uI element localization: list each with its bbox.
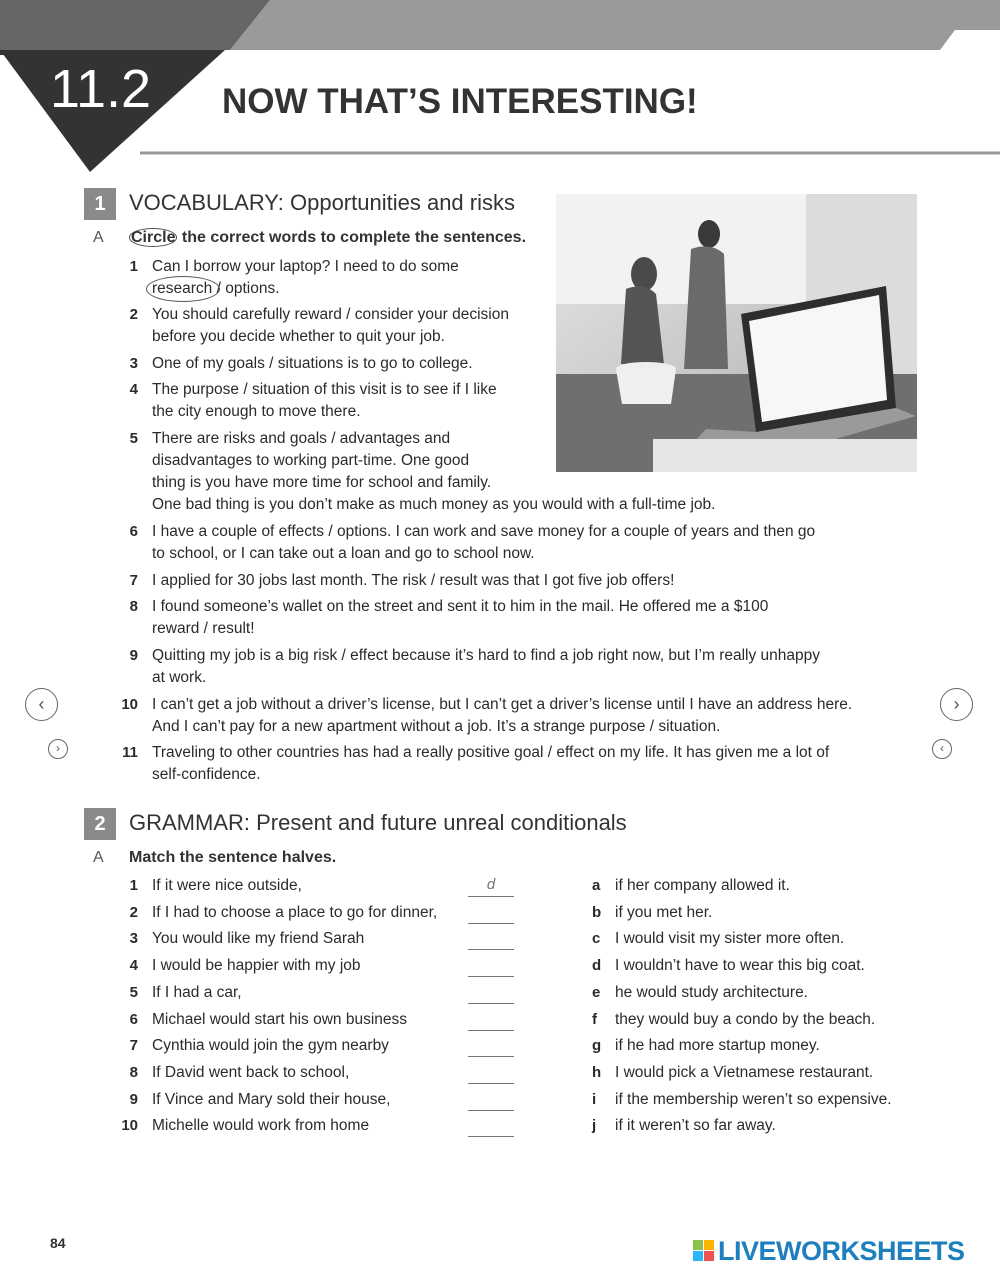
option-letter: d (592, 957, 602, 975)
item-number: 9 (129, 647, 138, 664)
item-number: 5 (129, 430, 138, 447)
item-text-line[interactable]: I applied for 30 jobs last month. The risk / result was that I got five job offers! (152, 572, 675, 589)
option-letter: g (592, 1037, 602, 1055)
item-number: 4 (129, 957, 138, 975)
circle-word: Circle (131, 229, 176, 246)
item-number: 1 (129, 258, 138, 275)
option-letter: b (592, 903, 602, 921)
item-number: 5 (129, 983, 138, 1001)
chevron-left-icon: ‹ (940, 741, 944, 755)
sentence-first-half: If I had to choose a place to go for dinner, (152, 903, 438, 921)
item-number: 2 (129, 306, 138, 323)
instruction: Match the sentence halves. (129, 849, 337, 866)
section-1-number: 1 (84, 188, 116, 220)
instruction-rest: the correct words to complete the sentences. (177, 229, 527, 246)
item-number: 3 (129, 355, 138, 372)
answer-input[interactable]: d (468, 876, 514, 897)
item-number: 3 (129, 930, 138, 948)
sentence-second-half: if he had more startup money. (615, 1037, 820, 1055)
answer-input[interactable] (468, 983, 514, 1004)
option-letter: e (592, 983, 601, 1001)
item-text-line[interactable]: the city enough to move there. (152, 403, 361, 420)
sentence-second-half: if it weren’t so far away. (615, 1117, 776, 1135)
answer-input[interactable] (468, 1010, 514, 1031)
sentence-first-half: If it were nice outside, (152, 877, 302, 894)
item-text-line[interactable]: You should carefully reward / consider your decision (152, 306, 509, 323)
option-letter: h (592, 1063, 602, 1081)
option-letter: a (592, 877, 601, 894)
item-text-line[interactable]: research / options. (152, 280, 280, 297)
item-number: 6 (129, 1010, 138, 1028)
sentence-second-half: if the membership weren’t so expensive. (615, 1090, 892, 1108)
answer-input[interactable] (468, 903, 514, 924)
sentence-second-half: they would buy a condo by the beach. (615, 1010, 876, 1028)
sentence-first-half: Michael would start his own business (152, 1010, 408, 1028)
answer-input[interactable] (468, 1116, 514, 1137)
instruction (129, 229, 526, 247)
item-text-line[interactable]: at work. (152, 669, 207, 686)
small-next-button[interactable] (48, 739, 68, 759)
chevron-left-icon: ‹ (38, 694, 45, 714)
item-text-line[interactable]: before you decide whether to quit your job. (152, 328, 445, 345)
chevron-right-icon: › (953, 694, 960, 714)
item-number: 7 (129, 1037, 138, 1055)
answer-input[interactable] (468, 929, 514, 950)
item-text-line[interactable]: The purpose / situation of this visit is to see if I like (152, 381, 497, 398)
item-number: 8 (129, 1063, 138, 1081)
sentence-first-half: If I had a car, (152, 983, 242, 1001)
page-number: 84 (50, 1235, 66, 1251)
sentence-second-half: if her company allowed it. (615, 877, 790, 894)
answer-input[interactable] (468, 1090, 514, 1111)
answer-input[interactable] (468, 1036, 514, 1057)
item-number: 4 (129, 381, 138, 398)
item-text-line[interactable]: thing is you have more time for school and family. (152, 474, 492, 491)
item-text-line[interactable]: to school, or I can take out a loan and go to school now. (152, 545, 535, 562)
chevron-right-icon: › (56, 741, 60, 755)
sentence-second-half: I would pick a Vietnamese restaurant. (615, 1063, 874, 1081)
item-number: 1 (129, 877, 138, 894)
exercise-label: A (93, 849, 104, 866)
laptop-photo (556, 194, 917, 472)
liveworksheets-logo-icon (693, 1240, 715, 1262)
item-text-line[interactable]: reward / result! (152, 620, 255, 637)
item-text-line[interactable]: disadvantages to working part-time. One good (152, 452, 470, 469)
sentence-first-half: I would be happier with my job (152, 957, 361, 975)
sentence-first-half: If Vince and Mary sold their house, (152, 1090, 391, 1108)
sentence-second-half: if you met her. (615, 903, 713, 921)
answer-input[interactable] (468, 1063, 514, 1084)
item-number: 9 (129, 1090, 138, 1108)
small-prev-button[interactable] (932, 739, 952, 759)
item-text-line[interactable]: self-confidence. (152, 766, 261, 783)
option-letter: j (592, 1117, 597, 1135)
item-text-line[interactable]: One bad thing is you don’t make as much money as you would with a full-time job. (152, 496, 716, 513)
page-title: NOW THAT’S INTERESTING! (222, 82, 698, 121)
next-page-button[interactable] (940, 688, 973, 721)
section-1-title: VOCABULARY: Opportunities and risks (129, 190, 515, 215)
section-2-number: 2 (84, 808, 116, 840)
sentence-first-half: If David went back to school, (152, 1063, 350, 1081)
item-text-line[interactable]: Can I borrow your laptop? I need to do some (152, 258, 459, 275)
item-text-line[interactable]: Quitting my job is a big risk / effect because it’s hard to find a job right now, but I’m really unhappy (152, 647, 821, 664)
item-text-line[interactable]: I can’t get a job without a driver’s license, but I can’t get a driver’s license until I have an address here. (152, 696, 853, 713)
item-text-line[interactable]: There are risks and goals / advantages and (152, 430, 451, 447)
item-text-line[interactable]: One of my goals / situations is to go to college. (152, 355, 473, 372)
brand-name[interactable]: LIVEWORKSHEETS (718, 1236, 965, 1266)
item-number: 10 (121, 1117, 138, 1135)
option-letter: i (592, 1090, 597, 1108)
option-letter: c (592, 930, 601, 948)
item-number: 7 (129, 572, 138, 589)
item-number: 11 (122, 744, 138, 761)
item-number: 10 (121, 696, 138, 713)
item-text-line[interactable]: And I can’t pay for a new apartment without a job. It’s a strange purpose / situation. (152, 718, 721, 735)
item-text-line[interactable]: Traveling to other countries has had a really positive goal / effect on my life. It has given me a lot of (152, 744, 830, 761)
section-2-title: GRAMMAR: Present and future unreal conditionals (129, 810, 627, 835)
sentence-second-half: I would visit my sister more often. (615, 930, 845, 948)
option-letter: f (592, 1010, 597, 1028)
item-text-line[interactable]: I found someone’s wallet on the street and sent it to him in the mail. He offered me a $100 (152, 598, 769, 615)
item-number: 2 (129, 903, 138, 921)
lesson-number: 11.2 (50, 59, 152, 119)
sentence-second-half: he would study architecture. (615, 983, 808, 1001)
sentence-first-half: Cynthia would join the gym nearby (152, 1037, 389, 1055)
sentence-second-half: I wouldn’t have to wear this big coat. (615, 957, 865, 975)
prev-page-button[interactable] (25, 688, 58, 721)
answer-input[interactable] (468, 956, 514, 977)
sentence-first-half: You would like my friend Sarah (152, 930, 365, 948)
item-number: 8 (129, 598, 138, 615)
exercise-label: A (93, 229, 104, 246)
item-number: 6 (129, 523, 138, 540)
item-text-line[interactable]: I have a couple of effects / options. I can work and save money for a couple of years and then go (152, 523, 816, 540)
sentence-first-half: Michelle would work from home (152, 1117, 370, 1135)
answer-circle (146, 276, 220, 302)
